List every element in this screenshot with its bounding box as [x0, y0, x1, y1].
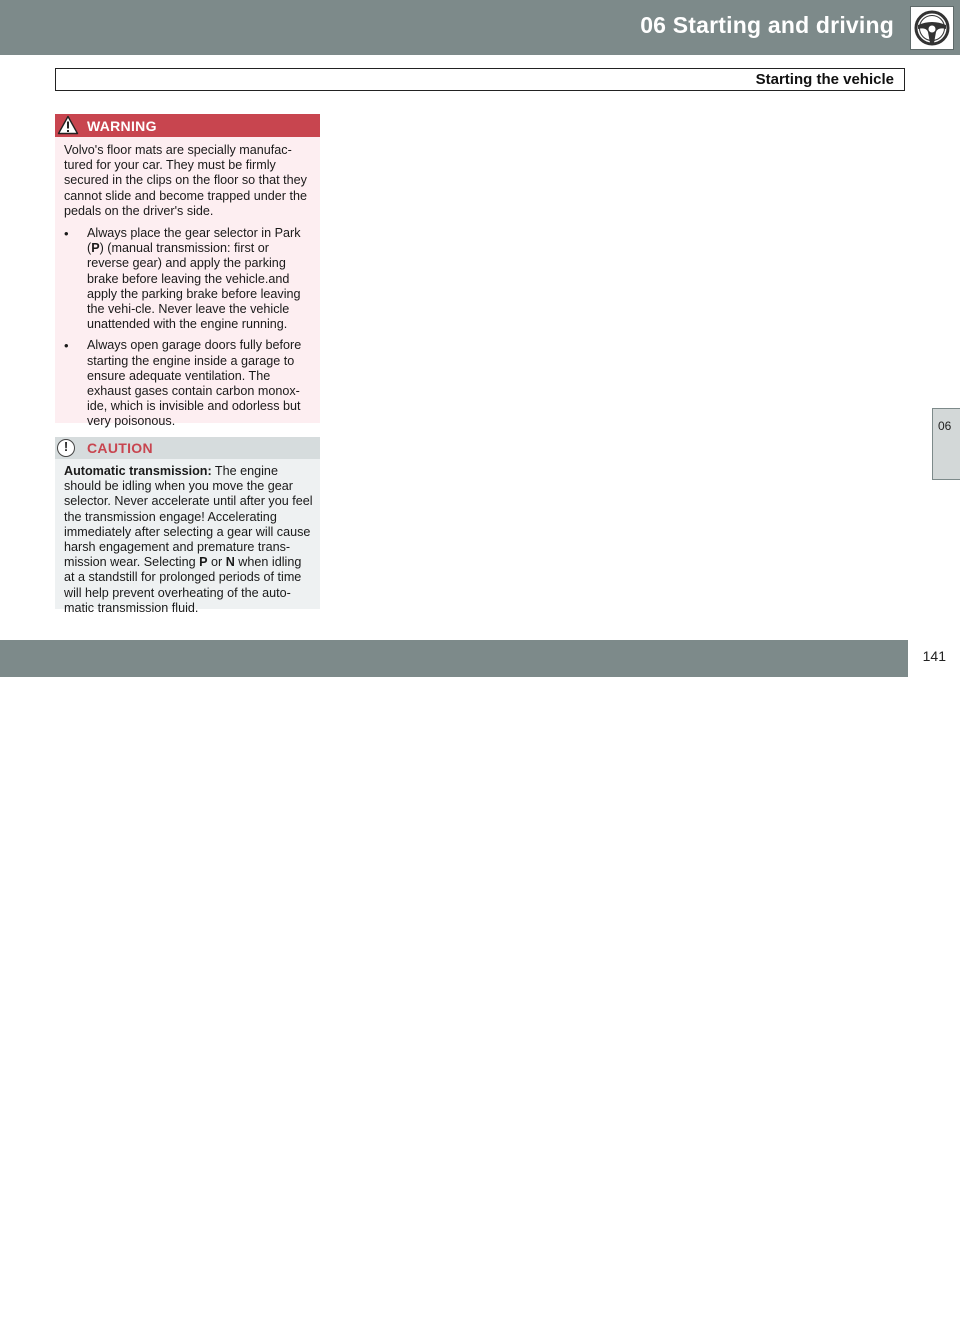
chapter-side-tab[interactable]: [932, 408, 960, 480]
warning-box: [55, 114, 320, 429]
section-title: Starting the vehicle: [755, 71, 894, 88]
caution-lead: Automatic transmission:: [64, 464, 212, 478]
side-tab-label: 06: [938, 419, 952, 433]
warning-bullet-1: [64, 226, 314, 332]
caution-header: [55, 437, 320, 459]
warning-triangle-icon: [57, 115, 79, 135]
bold-gear-n: N: [225, 555, 235, 570]
section-header-bar: [55, 68, 905, 91]
warning-header: [55, 114, 320, 137]
bullet-text: Always place the gear selector in Park (: [87, 226, 301, 256]
caution-box: [55, 437, 320, 615]
page-number: 141: [922, 648, 946, 664]
caution-title: CAUTION: [87, 440, 153, 456]
warning-paragraph: Volvo's floor mats are specially manufac-tured for your car. They must be firmly secured in the clips on the floor so that they cannot slide and become trapped under the pedals on the driver's side.: [64, 143, 307, 218]
steering-wheel-icon: [910, 6, 954, 50]
bold-gear-p: P: [199, 555, 208, 570]
bullet-mark: •: [64, 338, 69, 354]
page-number-box: [908, 640, 960, 677]
bullet-text: Always open garage doors fully before starting the engine inside a garage to ensure adequate ventilation. The exhaust gases contain carbon monox-ide, which is invisible and odorless but very poisonous.: [87, 338, 302, 429]
caution-paragraph: Automatic transmission: The engine should be idling when you move the gear selector. Never accelerate until after you feel the transmission engage! Accelerating immediately after selecting a gear will cause harsh engagement and premature trans-mission wear. Selecting P or N when idling at a standstill for prolonged periods of time will help prevent overheating of the auto-matic transmission fluid.: [64, 464, 313, 615]
warning-body: [64, 143, 314, 430]
warning-title: WARNING: [87, 118, 157, 134]
bullet-text: ) (manual transmission: first or reverse gear) and apply the parking brake before leaving the vehicle.and apply the parking brake before leaving the vehi-cle. Never leave the vehicle unattended with the engine running.: [87, 241, 301, 332]
warning-bullet-2: [64, 338, 314, 429]
caution-body: [64, 464, 314, 616]
bold-gear-p: P: [91, 241, 100, 256]
exclamation-circle-icon: !: [57, 439, 75, 457]
footer-bar: [0, 640, 960, 1316]
chapter-header-bar: [0, 0, 960, 55]
watermark: carmanualsonline.info: [540, 1286, 804, 1316]
bullet-mark: •: [64, 226, 69, 242]
chapter-title: 06 Starting and driving: [640, 12, 894, 38]
